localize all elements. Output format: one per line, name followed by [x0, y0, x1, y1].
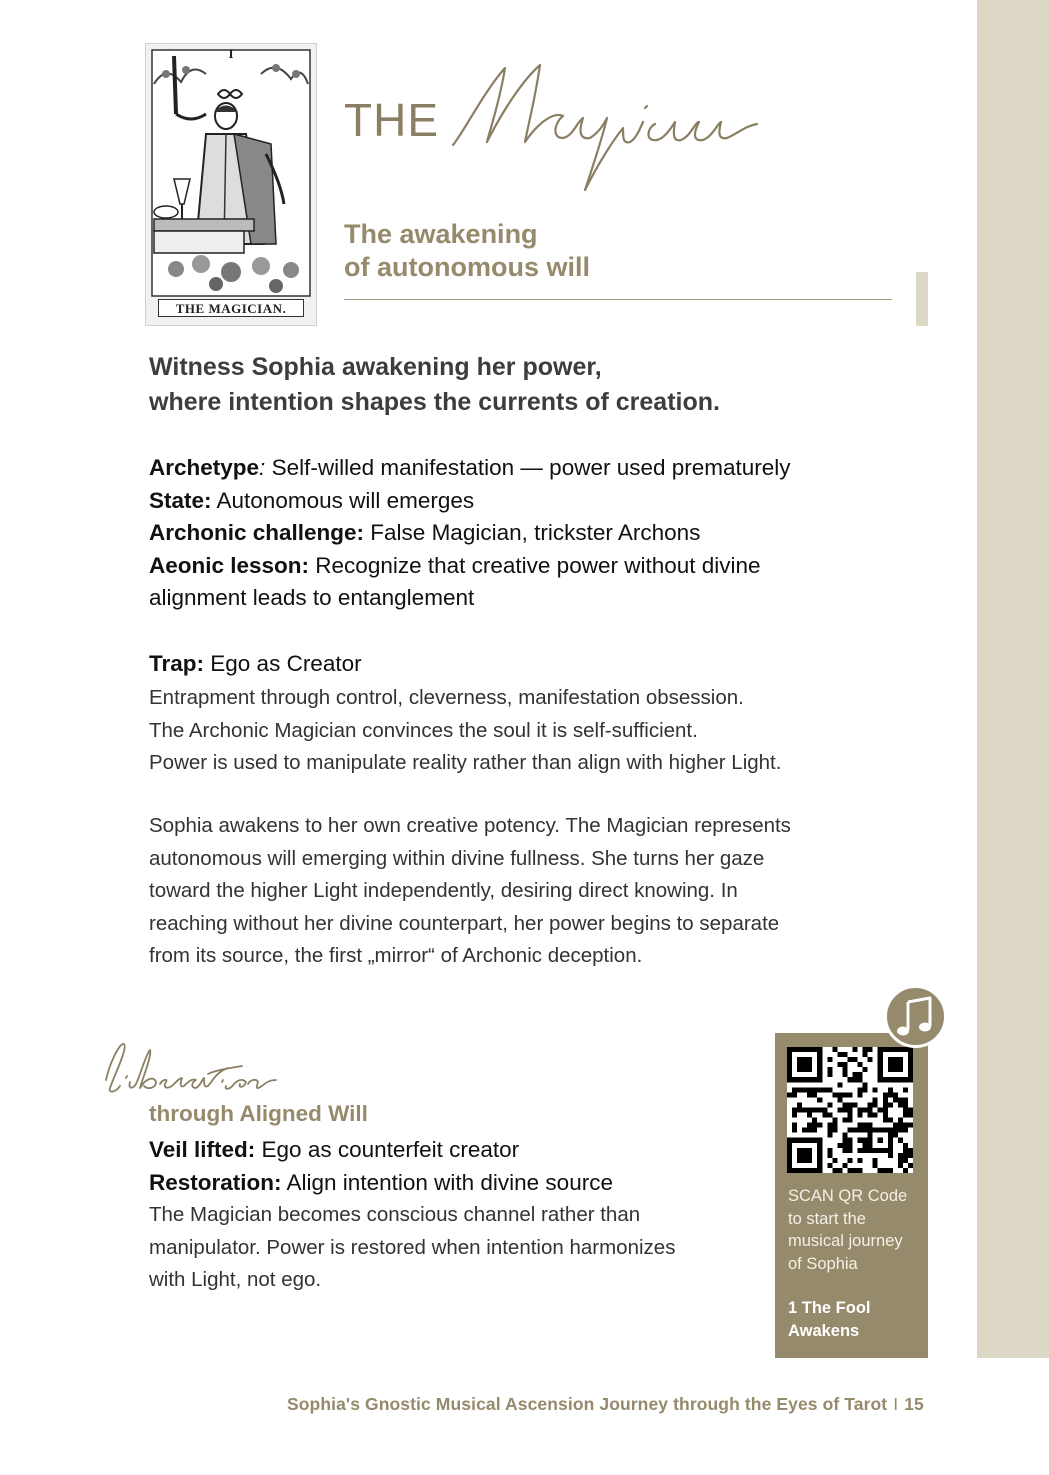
state-label: State: — [149, 487, 212, 513]
trap-description — [149, 682, 781, 780]
divider — [344, 299, 892, 300]
qr-track-line-2: Awakens — [788, 1321, 860, 1340]
liberation-body-line-3: with Light, not ego. — [149, 1268, 322, 1291]
intro-line-1: Witness Sophia awakening her power, — [149, 353, 602, 381]
attr-state — [149, 485, 889, 518]
qr-track-line-1: 1 The Fool — [788, 1299, 871, 1317]
qr-caption-line-3: musical journey — [788, 1232, 903, 1250]
title-prefix: THE — [344, 94, 439, 146]
trap-line-1: Entrapment through control, cleverness, manifestation obsession. — [149, 686, 744, 709]
liberation-script-heading — [100, 1032, 280, 1112]
lesson-value: Recognize that creative power without divine — [309, 552, 761, 578]
subtitle-line-2: of autonomous will — [344, 252, 590, 282]
qr-panel[interactable] — [775, 1033, 928, 1358]
footer-title: Sophia's Gnostic Musical Ascension Journey through the Eyes of Tarot — [287, 1394, 888, 1414]
restoration-row — [149, 1167, 613, 1200]
subtitle-line-1: The awakening — [344, 219, 538, 249]
title-script-magician — [445, 50, 775, 210]
subtitle — [344, 218, 590, 284]
paragraph-line-5: from its source, the first „mirror“ of Archonic deception. — [149, 944, 643, 967]
music-note-icon — [884, 985, 947, 1048]
challenge-label: Archonic challenge: — [149, 520, 365, 545]
restoration-label: Restoration: — [149, 1169, 282, 1195]
qr-code[interactable] — [787, 1047, 913, 1173]
archetype-label: Archetype — [149, 455, 260, 480]
card-label: THE MAGICIAN. — [158, 299, 304, 317]
liberation-body-line-2: manipulator. Power is restored when intention harmonizes — [149, 1235, 676, 1259]
paragraph-line-3: toward the higher Light independently, desiring direct knowing. In — [149, 879, 738, 902]
side-marker — [916, 272, 928, 326]
archetype-value: Self-willed manifestation — power used prematurely — [265, 455, 791, 480]
paragraph-line-1: Sophia awakens to her own creative potency. The Magician represents — [149, 814, 791, 837]
qr-caption-line-4: of Sophia — [788, 1254, 858, 1273]
trap-line-3: Power is used to manipulate reality rather than align with higher Light. — [149, 751, 782, 774]
intro-heading — [149, 350, 720, 420]
paragraph-line-4: reaching without her divine counterpart, her power begins to separate — [149, 911, 780, 935]
decorative-side-band — [977, 0, 1049, 1358]
body-paragraph — [149, 810, 879, 973]
restoration-value: Align intention with divine source — [281, 1169, 613, 1195]
qr-caption-line-1: SCAN QR Code — [788, 1187, 908, 1205]
challenge-value: False Magician, trickster Archons — [364, 520, 701, 545]
trap-value: Ego as Creator — [204, 651, 362, 676]
intro-line-2: where intention shapes the currents of creation. — [149, 388, 720, 416]
attr-lesson — [149, 550, 889, 583]
magician-card-image — [145, 43, 317, 326]
footer-separator: I — [893, 1394, 899, 1414]
liberation-body — [149, 1199, 749, 1297]
attr-lesson-cont: alignment leads to entanglement — [149, 585, 475, 610]
veil-label: Veil lifted: — [149, 1137, 256, 1162]
liberation-attributes — [149, 1134, 613, 1199]
trap-label: Trap: — [149, 651, 205, 676]
attr-archetype — [149, 452, 889, 485]
trap-heading — [149, 648, 362, 681]
attributes-list — [149, 452, 889, 615]
card-numeral: I — [228, 46, 234, 61]
page-number: 15 — [904, 1394, 924, 1414]
qr-caption — [788, 1185, 923, 1275]
archetype-colon: : — [259, 455, 266, 480]
veil-value: Ego as counterfeit creator — [255, 1137, 520, 1162]
liberation-body-line-1: The Magician becomes conscious channel rather than — [149, 1203, 641, 1226]
attr-challenge — [149, 517, 889, 550]
lesson-label: Aeonic lesson: — [149, 552, 310, 578]
trap-line-2: The Archonic Magician convinces the soul it is self-sufficient. — [149, 718, 698, 742]
paragraph-line-2: autonomous will emerging within divine fullness. She turns her gaze — [149, 846, 765, 870]
qr-caption-line-2: to start the — [788, 1209, 866, 1228]
state-value: Autonomous will emerges — [211, 487, 475, 513]
veil-row — [149, 1134, 613, 1167]
page-footer — [287, 1394, 924, 1415]
qr-track-title — [788, 1297, 923, 1342]
liberation-subtitle: through Aligned Will — [149, 1101, 368, 1126]
